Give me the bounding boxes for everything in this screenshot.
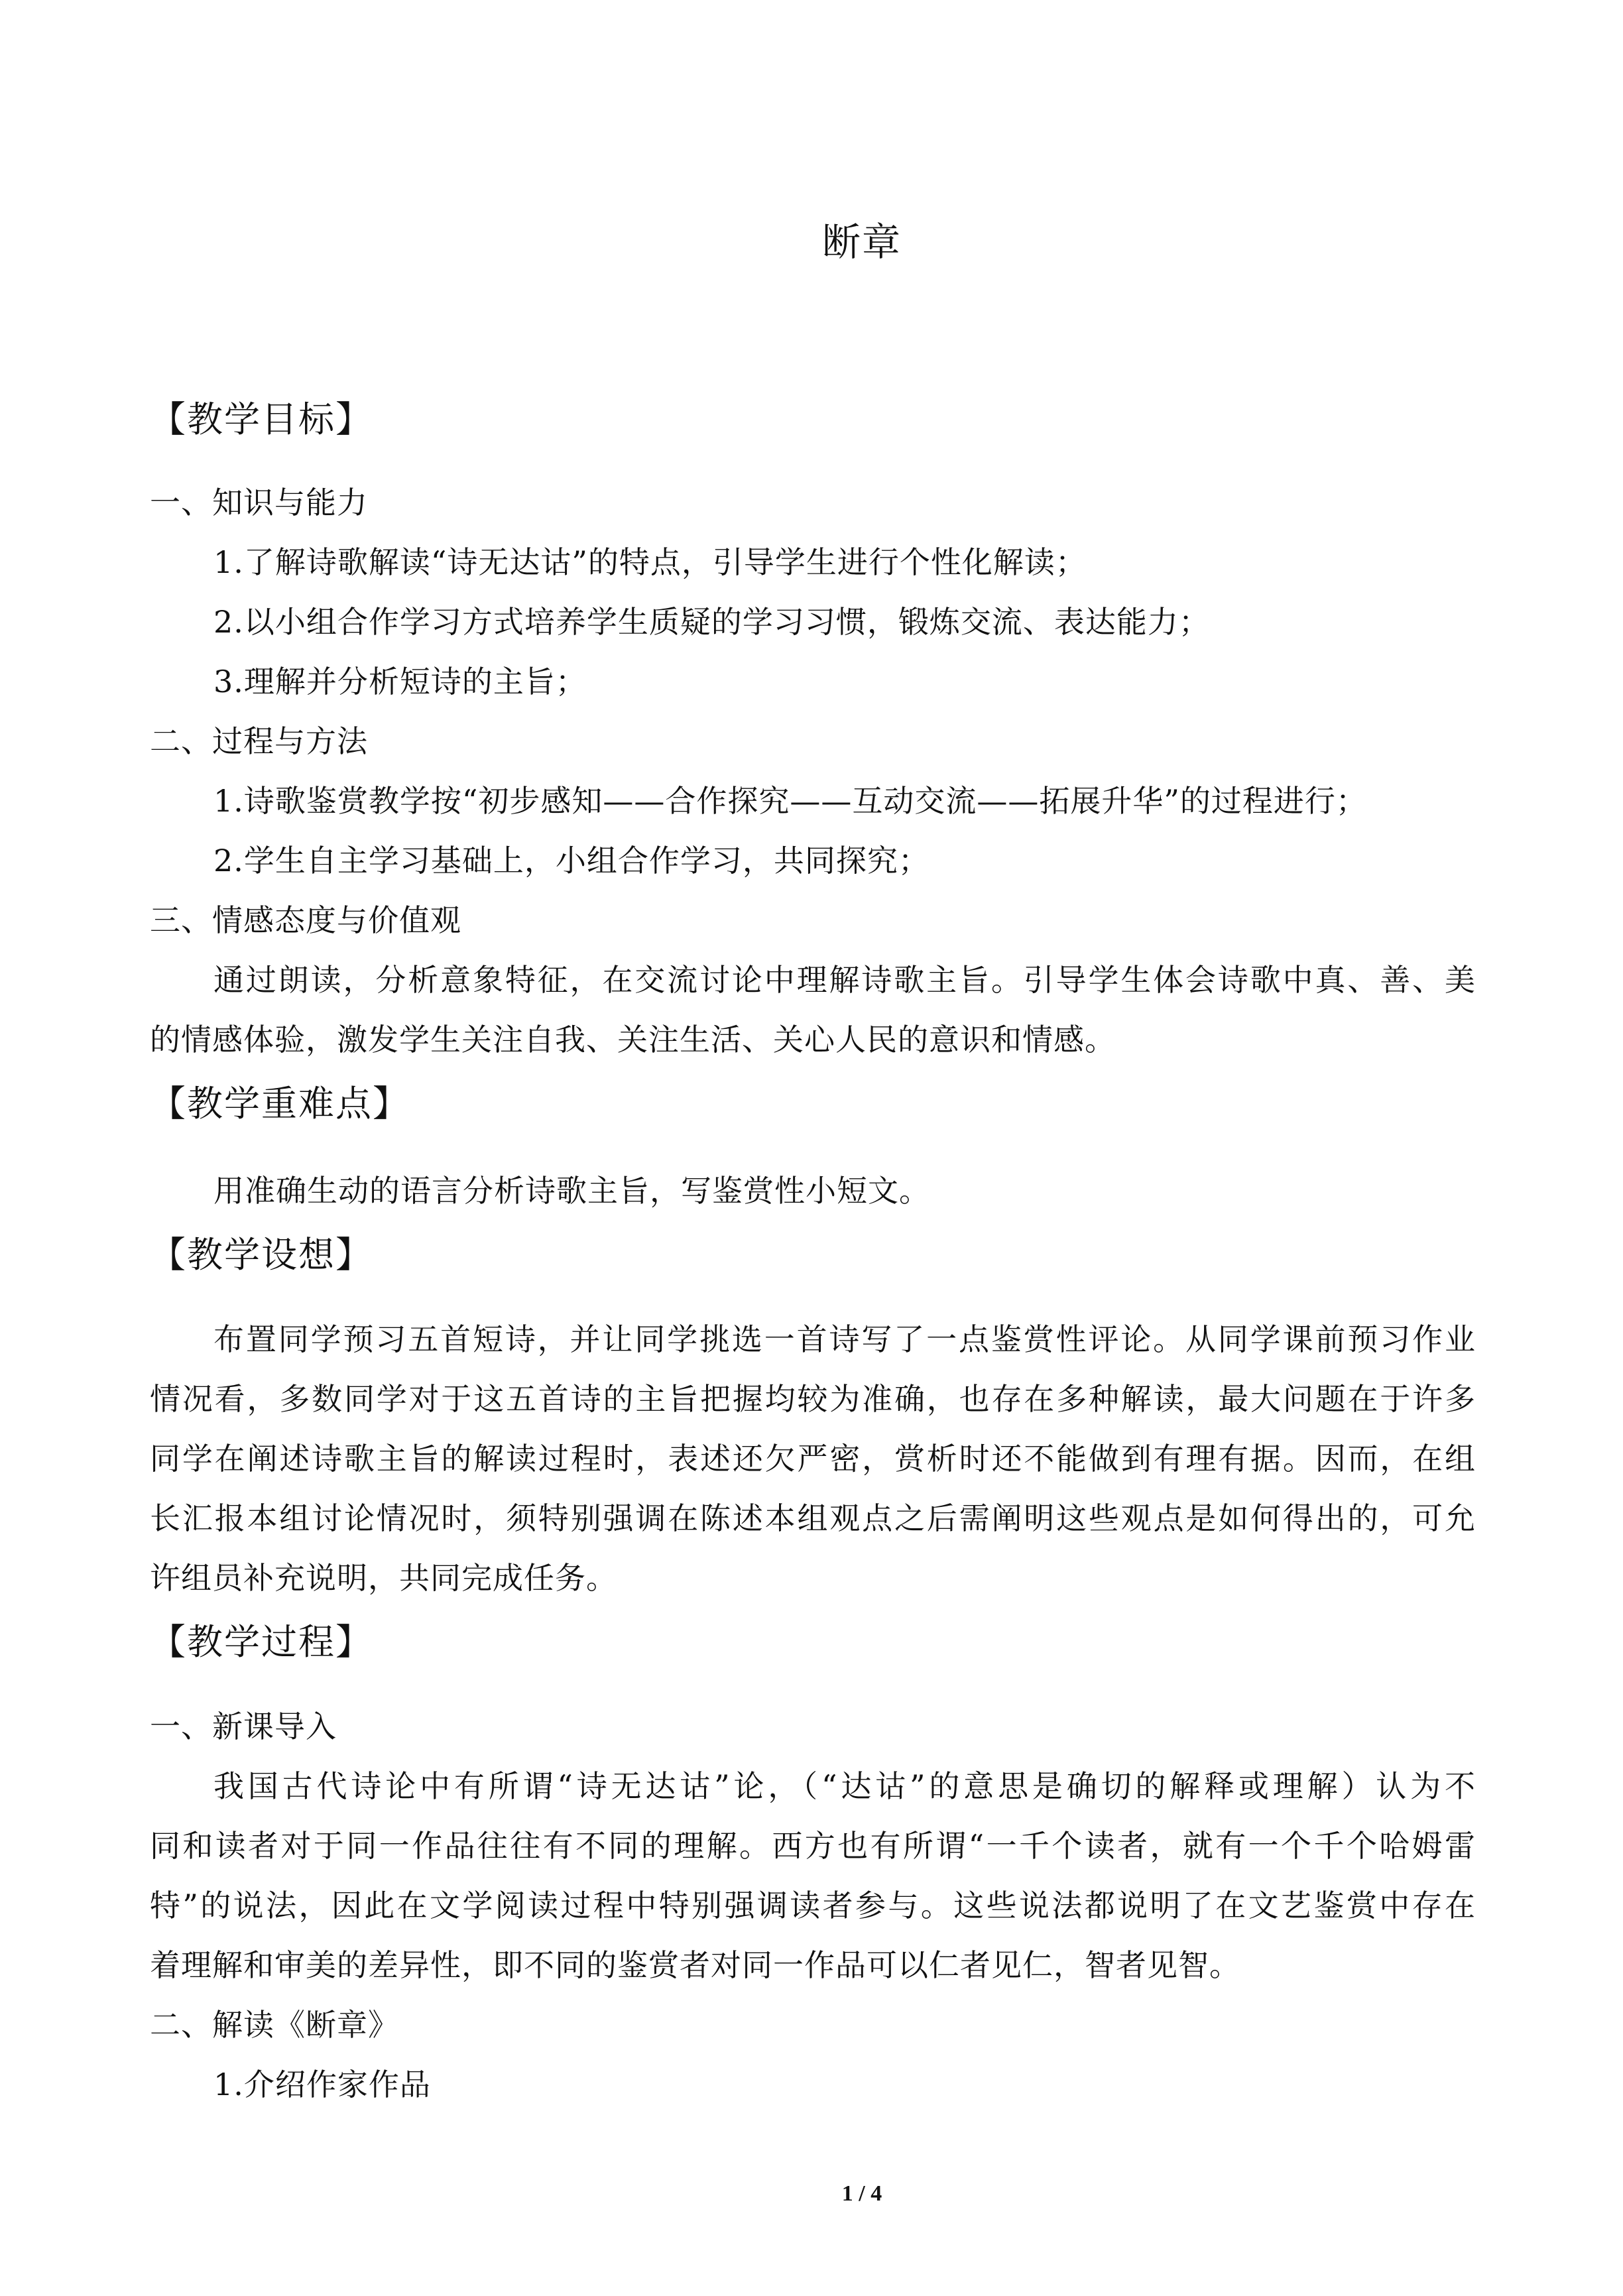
idea-line: 许组员补充说明，共同完成任务。 <box>150 1560 617 1596</box>
section-heading-difficulty: 【教学重难点】 <box>150 1083 410 1124</box>
process-part1-line: 着理解和审美的差异性，即不同的鉴赏者对同一作品可以仁者见仁，智者见智。 <box>150 1947 1240 1983</box>
goals-part3-title: 三、情感态度与价值观 <box>150 902 461 938</box>
goals-part3-line: 通过朗读，分析意象特征，在交流讨论中理解诗歌主旨。引导学生体会诗歌中真、善、美 <box>213 962 1476 998</box>
goals-part1-item: 1.了解诗歌解读“诗无达诂”的特点，引导学生进行个性化解读； <box>213 544 1087 580</box>
goals-part2-item: 1.诗歌鉴赏教学按“初步感知——合作探究——互动交流——拓展升华”的过程进行； <box>213 783 1367 819</box>
section-heading-goals: 【教学目标】 <box>150 398 373 440</box>
section-heading-process: 【教学过程】 <box>150 1621 373 1663</box>
idea-line: 同学在阐述诗歌主旨的解读过程时，表述还欠严密，赏析时还不能做到有理有据。因而，在组 <box>150 1441 1476 1477</box>
goals-part3-line: 的情感体验，激发学生关注自我、关注生活、关心人民的意识和情感。 <box>150 1022 1116 1057</box>
goals-part1-item: 3.理解并分析短诗的主旨； <box>213 664 587 699</box>
goals-part1-item: 2.以小组合作学习方式培养学生质疑的学习习惯，锻炼交流、表达能力； <box>213 604 1210 640</box>
difficulty-line: 用准确生动的语言分析诗歌主旨，写鉴赏性小短文。 <box>213 1173 930 1209</box>
idea-line: 情况看，多数同学对于这五首诗的主旨把握均较为准确，也存在多种解读，最大问题在于许多 <box>150 1381 1476 1417</box>
section-heading-idea: 【教学设想】 <box>150 1234 373 1276</box>
goals-part2-item: 2.学生自主学习基础上，小组合作学习，共同探究； <box>213 843 930 878</box>
page-number: 1 / 4 <box>841 2181 882 2206</box>
idea-line: 布置同学预习五首短诗，并让同学挑选一首诗写了一点鉴赏性评论。从同学课前预习作业 <box>213 1321 1476 1357</box>
idea-line: 长汇报本组讨论情况时，须特别强调在陈述本组观点之后需阐明这些观点是如何得出的，可允 <box>150 1500 1476 1536</box>
process-part1-line: 同和读者对于同一作品往往有不同的理解。西方也有所谓“一千个读者，就有一个千个哈姆雷 <box>150 1828 1476 1864</box>
process-part1-title: 一、新课导入 <box>150 1709 337 1744</box>
process-part2-item: 1.介绍作家作品 <box>213 2067 431 2102</box>
process-part1-line: 我国古代诗论中有所谓“诗无达诂”论，（“达诂”的意思是确切的解释或理解）认为不 <box>213 1768 1476 1804</box>
process-part2-title: 二、解读《断章》 <box>150 2007 399 2043</box>
goals-part1-title: 一、知识与能力 <box>150 485 368 520</box>
goals-part2-title: 二、过程与方法 <box>150 723 368 759</box>
process-part1-line: 特”的说法，因此在文学阅读过程中特别强调读者参与。这些说法都说明了在文艺鉴赏中存在 <box>150 1888 1476 1923</box>
document-title: 断章 <box>821 219 902 265</box>
